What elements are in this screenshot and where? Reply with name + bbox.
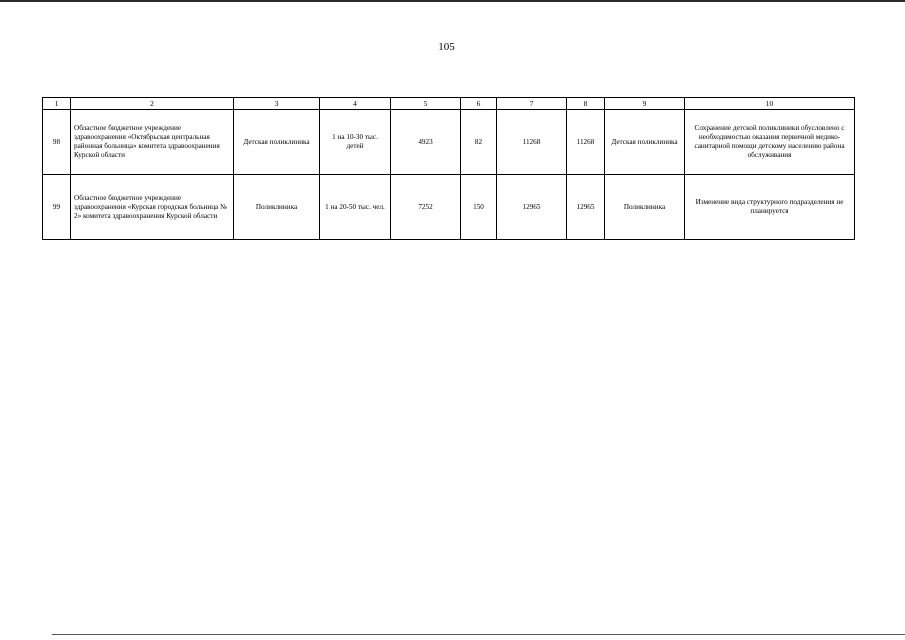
col6-cell: 82 (461, 110, 497, 175)
page-number: 105 (438, 41, 455, 53)
norm-cell: 1 на 10-30 тыс. детей (320, 110, 391, 175)
header-cell: 1 (43, 98, 71, 110)
header-cell: 5 (391, 98, 461, 110)
institution-cell: Областное бюджетное учреждение здравоохранения «Октябрьская центральная районная больница» комитета здравоохранения Курской области (71, 110, 234, 175)
col9-cell: Детская поликлиника (605, 110, 685, 175)
header-cell: 8 (567, 98, 605, 110)
table-header-row (43, 98, 855, 110)
data-table (42, 97, 855, 240)
col5-cell: 7252 (391, 175, 461, 240)
header-cell: 2 (71, 98, 234, 110)
col9-cell: Поликлиника (605, 175, 685, 240)
scan-bottom-line (52, 634, 905, 635)
table-row (43, 110, 855, 175)
col10-cell: Сохранение детской поликлиники обусловлено с необходимостью оказания первичной медико- санитарной помощи детскому населению района обслуживания (685, 110, 855, 175)
col6-cell: 150 (461, 175, 497, 240)
header-cell: 4 (320, 98, 391, 110)
col8-cell: 12965 (567, 175, 605, 240)
unit-cell: Детская поликлиника (234, 110, 320, 175)
institution-cell: Областное бюджетное учреждение здравоохранения «Курская городская больница № 2» комитета здравоохранения Курской области (71, 175, 234, 240)
col7-cell: 11268 (497, 110, 567, 175)
header-cell: 9 (605, 98, 685, 110)
row-number-cell: 98 (43, 110, 71, 175)
scan-top-edge (0, 0, 905, 2)
norm-cell: 1 на 20-50 тыс. чел. (320, 175, 391, 240)
row-number-cell: 99 (43, 175, 71, 240)
header-cell: 3 (234, 98, 320, 110)
header-cell: 6 (461, 98, 497, 110)
header-cell: 7 (497, 98, 567, 110)
col10-cell: Изменение вида структурного подразделения не планируется (685, 175, 855, 240)
col8-cell: 11268 (567, 110, 605, 175)
header-cell: 10 (685, 98, 855, 110)
unit-cell: Поликлиника (234, 175, 320, 240)
col7-cell: 12965 (497, 175, 567, 240)
col5-cell: 4923 (391, 110, 461, 175)
table-row (43, 175, 855, 240)
